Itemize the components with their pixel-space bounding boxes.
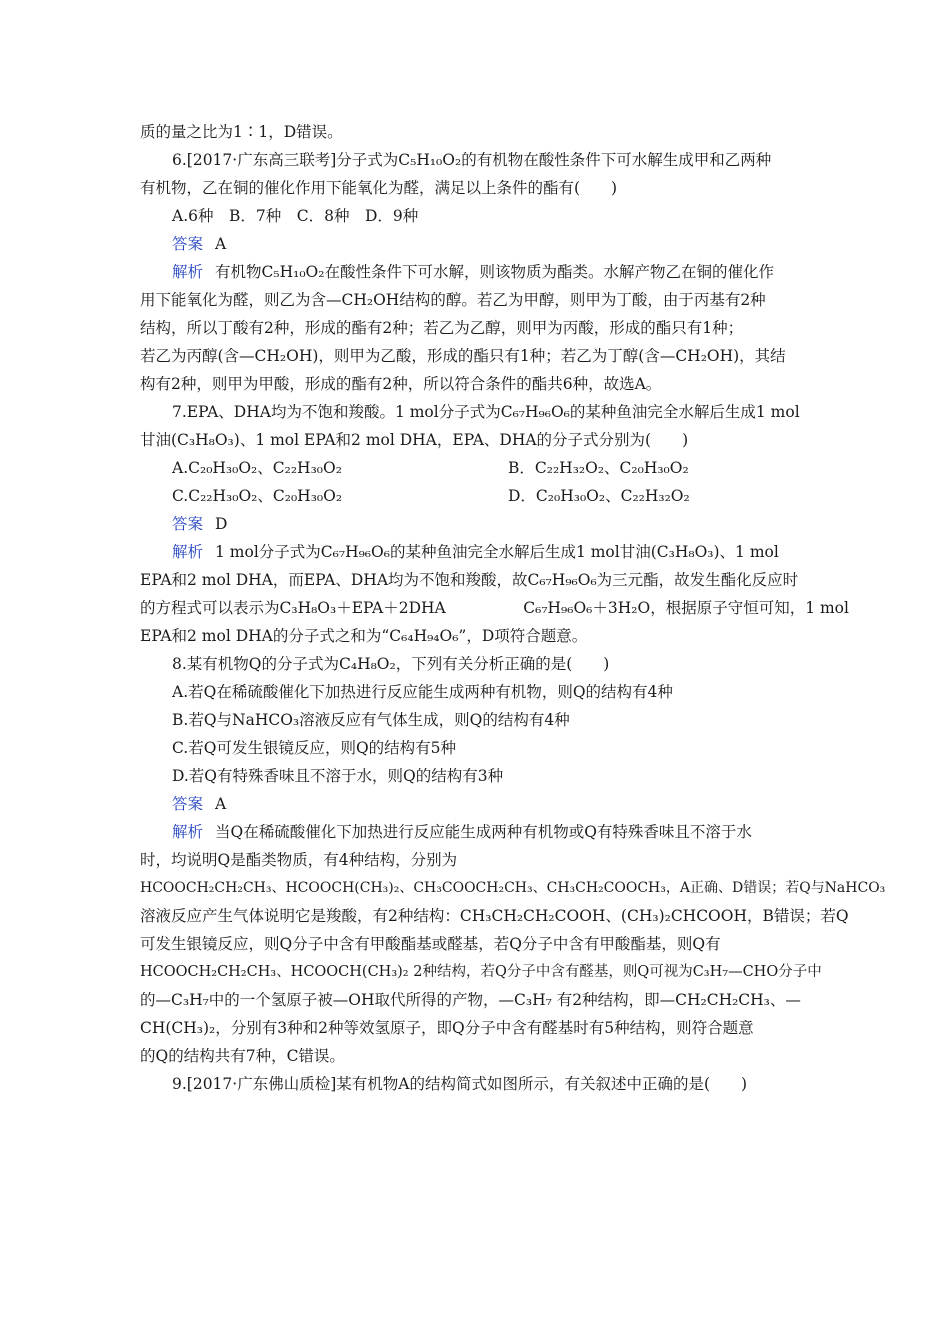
text-line: 甘油(C₃H₈O₃)、1 mol EPA和2 mol DHA，EPA、DHA的分子式分别为( ) bbox=[140, 431, 689, 449]
answer-value: A bbox=[215, 235, 227, 253]
text-line: 的—C₃H₇中的一个氢原子被—OH取代所得的产物，—C₃H₇ 有2种结构，即—CH₂CH₂CH₃、— bbox=[140, 991, 801, 1009]
option-c: C.C₂₂H₃₀O₂、C₂₀H₃₀O₂ bbox=[172, 487, 343, 505]
analysis-text: 有机物C₅H₁₀O₂在酸性条件下可水解，则该物质为酯类。水解产物乙在铜的催化作 bbox=[215, 263, 774, 281]
option-a: A.若Q在稀硫酸催化下加热进行反应能生成两种有机物，则Q的结构有4种 bbox=[172, 683, 673, 701]
answer-value: D bbox=[215, 515, 228, 533]
option-b: B.若Q与NaHCO₃溶液反应有气体生成，则Q的结构有4种 bbox=[172, 711, 570, 729]
analysis-text: 当Q在稀硫酸催化下加热进行反应能生成两种有机物或Q有特殊香味且不溶于水 bbox=[215, 823, 752, 841]
question-6-options: A.6种 B．7种 C．8种 D．9种 bbox=[172, 207, 419, 225]
question-9-stem: 9.[2017·广东佛山质检]某有机物A的结构简式如图所示，有关叙述中正确的是( ) bbox=[172, 1075, 748, 1093]
analysis-label: 解析 bbox=[172, 543, 204, 561]
text-line: 可发生银镜反应，则Q分子中含有甲酸酯基或醛基，若Q分子中含有甲酸酯基，则Q有 bbox=[140, 935, 721, 953]
option-a: A.C₂₀H₃₀O₂、C₂₂H₃₀O₂ bbox=[172, 459, 342, 477]
text-line: 构有2种，则甲为甲酸，形成的酯有2种，所以符合条件的酯共6种，故选A。 bbox=[140, 375, 662, 393]
option-d: D．C₂₀H₃₀O₂、C₂₂H₃₂O₂ bbox=[508, 487, 690, 505]
text-line: 有机物，乙在铜的催化作用下能氧化为醛，满足以上条件的酯有( ) bbox=[140, 179, 618, 197]
answer-line bbox=[172, 230, 226, 258]
text-line: 若乙为丙醇(含—CH₂OH)，则甲为乙酸，形成的酯只有1种；若乙为丁醇(含—CH₂OH)，其结 bbox=[140, 347, 786, 365]
analysis-label: 解析 bbox=[172, 263, 204, 281]
text-line: 质的量之比为1∶1，D错误。 bbox=[140, 123, 343, 141]
question-6-stem: 6.[2017·广东高三联考]分子式为C₅H₁₀O₂的有机物在酸性条件下可水解生成甲和乙两种 bbox=[172, 151, 772, 169]
analysis-line bbox=[172, 258, 774, 286]
text-line: 溶液反应产生气体说明它是羧酸，有2种结构：CH₃CH₂CH₂COOH、(CH₃)₂CHCOOH，B错误；若Q bbox=[140, 907, 849, 925]
analysis-line bbox=[172, 818, 752, 846]
question-7-stem: 7.EPA、DHA均为不饱和羧酸。1 mol分子式为C₆₇H₉₆O₆的某种鱼油完全水解后生成1 mol bbox=[172, 403, 800, 421]
text-line: CH(CH₃)₂，分别有3种和2种等效氢原子，即Q分子中含有醛基时有5种结构，则符合题意 bbox=[140, 1019, 754, 1037]
analysis-label: 解析 bbox=[172, 823, 204, 841]
text-line: 用下能氧化为醛，则乙为含—CH₂OH结构的醇。若乙为甲醇，则甲为丁酸，由于丙基有2种 bbox=[140, 291, 766, 309]
answer-label: 答案 bbox=[172, 515, 204, 533]
text-line: HCOOCH₂CH₂CH₃、HCOOCH(CH₃)₂ 2种结构，若Q分子中含有醛基，则Q可视为C₃H₇—CHO分子中 bbox=[140, 964, 822, 980]
text-line: 的方程式可以表示为C₃H₈O₃＋EPA＋2DHA C₆₇H₉₆O₆＋3H₂O，根据原子守恒可知，1 mol bbox=[140, 599, 849, 617]
answer-value: A bbox=[215, 795, 227, 813]
text-line: EPA和2 mol DHA的分子式之和为“C₆₄H₉₄O₆”，D项符合题意。 bbox=[140, 627, 588, 645]
answer-line bbox=[172, 510, 227, 538]
answer-label: 答案 bbox=[172, 795, 204, 813]
text-line: 时，均说明Q是酯类物质，有4种结构，分别为 bbox=[140, 851, 458, 869]
text-line: 的Q的结构共有7种，C错误。 bbox=[140, 1047, 345, 1065]
analysis-text: 1 mol分子式为C₆₇H₉₆O₆的某种鱼油完全水解后生成1 mol甘油(C₃H₈O₃)、1 mol bbox=[215, 543, 779, 561]
text-line: 结构，所以丁酸有2种，形成的酯有2种；若乙为乙醇，则甲为丙酸，形成的酯只有1种； bbox=[140, 319, 744, 337]
option-c: C.若Q可发生银镜反应，则Q的结构有5种 bbox=[172, 739, 457, 757]
answer-line bbox=[172, 790, 226, 818]
text-line: HCOOCH₂CH₂CH₃、HCOOCH(CH₃)₂、CH₃COOCH₂CH₃、CH₃CH₂COOCH₃，A正确、D错误；若Q与NaHCO₃ bbox=[140, 880, 886, 896]
option-d: D.若Q有特殊香味且不溶于水，则Q的结构有3种 bbox=[172, 767, 504, 785]
question-8-stem: 8.某有机物Q的分子式为C₄H₈O₂，下列有关分析正确的是( ) bbox=[172, 655, 610, 673]
option-b: B．C₂₂H₃₂O₂、C₂₀H₃₀O₂ bbox=[508, 459, 689, 477]
text-line: EPA和2 mol DHA，而EPA、DHA均为不饱和羧酸，故C₆₇H₉₆O₆为三元酯，故发生酯化反应时 bbox=[140, 571, 799, 589]
analysis-line bbox=[172, 538, 779, 566]
answer-label: 答案 bbox=[172, 235, 204, 253]
